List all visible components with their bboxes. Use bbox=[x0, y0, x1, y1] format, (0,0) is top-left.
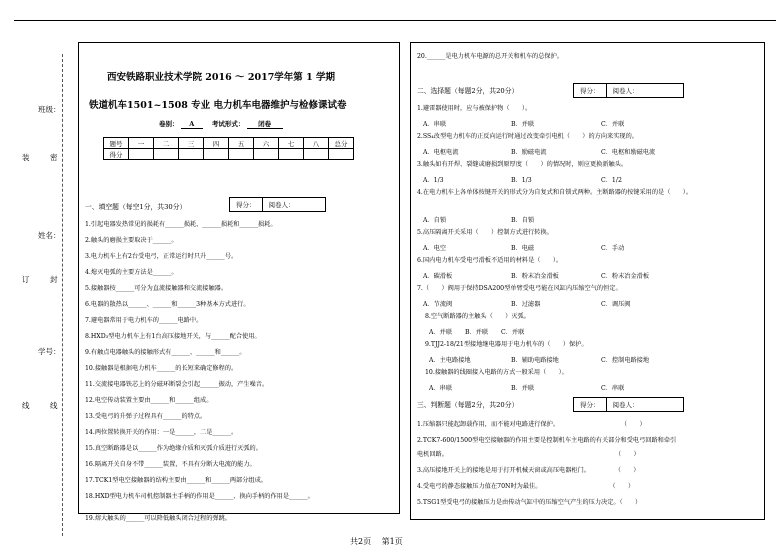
fill-item-13: 13.受电弓的升弹子过程具有______的特点。 bbox=[85, 413, 207, 420]
fill-item-4: 4.熄灭电弧的主要方法是______。 bbox=[85, 269, 178, 276]
judge-item-2-cont: 电机回路。 （ ） bbox=[417, 451, 640, 458]
fill-item-17: 17.TCK1型电空接触器的结构主要由______和______两部分组成。 bbox=[85, 477, 267, 484]
section1-score-box bbox=[229, 197, 326, 212]
score-header-cell: 七 bbox=[279, 138, 304, 149]
paper-info bbox=[159, 119, 283, 129]
score-box-grader: 阅卷人： bbox=[606, 84, 683, 97]
judge-item-5: 5.TSG1型受电弓的接触压力是由传动气缸中的压缩空气产生的压力决定。（ ） bbox=[417, 499, 642, 506]
fill-item-11: 11.交流接电器铁芯上的分磁环断裂会引起______振动，产生噪音。 bbox=[85, 381, 269, 388]
judge-item-3: 3.高压接地开关上的接地是用于打开机械天窗或高压电器柜门。 （ ） bbox=[417, 467, 640, 474]
fill-item-3: 3.电力机车上有2台受电弓，正常运行时只升______号。 bbox=[85, 253, 238, 260]
score-header-cell: 总分 bbox=[329, 138, 354, 149]
fill-item-19: 19.熔大触头的______可以降低触头闭合过程的弹跳。 bbox=[85, 515, 231, 522]
judge-item-4: 4.受电弓的静态接触压力值在70N时为最佳。 （ ） bbox=[417, 483, 635, 490]
fill-item-15: 15.真空断路器是以______作为绝缘介质和灭弧介质进行灭弧的。 bbox=[85, 445, 262, 452]
exam-value: 闭卷 bbox=[247, 119, 283, 129]
judge-item-1: 1.压缩器只能起卸载作用，而不能对电路进行保护。 （ ） bbox=[417, 421, 646, 428]
choice-q2: 2.SS₄改型电力机车的正反向运行时通过改变牵引电机（ ）的方向来实现的。 bbox=[417, 133, 638, 140]
choice-q6-opt-c: C．粉末冶金滑板 bbox=[601, 273, 650, 280]
score-cell bbox=[154, 149, 179, 160]
choice-q2-opt-b: B．励磁电流 bbox=[511, 149, 547, 156]
choice-q7-opt-a: A．节流阀 bbox=[423, 301, 453, 308]
choice-q4-opt-b: B．自锁 bbox=[511, 217, 535, 224]
score-cell bbox=[329, 149, 354, 160]
choice-q10: 10.接触器的线圈接入电路的方式一般采用（ ）。 bbox=[425, 369, 568, 376]
choice-q9-opt-c: C．控制电路接地 bbox=[601, 357, 650, 364]
choice-q1: 1.避雷器使用时，应与被保护物（ ）。 bbox=[417, 105, 532, 112]
section2-score-box bbox=[573, 83, 684, 98]
fill-item-6: 6.电器的散热以______、______和______3种基本方式进行。 bbox=[85, 301, 250, 308]
paper-label: 卷别： bbox=[159, 120, 179, 128]
score-cell bbox=[229, 149, 254, 160]
score-header-cell: 三 bbox=[179, 138, 204, 149]
score-row-label: 得分 bbox=[104, 149, 129, 160]
score-box-score: 得分： bbox=[580, 401, 600, 409]
judge-item-2: 2.TCK7-600/1500型电空接触器的作用主要是控制机车主电路的有关部分和受电弓回路和牵引 bbox=[417, 437, 677, 444]
exam-label: 考试形式： bbox=[211, 120, 245, 128]
fill-item-20: 20.______是电力机车电源的总开关和机车的总保护。 bbox=[417, 53, 563, 60]
choice-q10-opt-c: C．串联 bbox=[601, 385, 625, 392]
bind-char-3: 线 bbox=[22, 401, 30, 410]
binding-dashed-line bbox=[62, 54, 63, 536]
score-box-score: 得分： bbox=[580, 87, 600, 95]
choice-q7-opt-c: C．调压阀 bbox=[601, 301, 631, 308]
choice-q7-opt-b: B．过滤器 bbox=[511, 301, 541, 308]
choice-q4-opt-a: A．自锁 bbox=[423, 217, 447, 224]
bind-char-2: 订 bbox=[22, 275, 30, 284]
choice-q5-opt-a: A．电空 bbox=[423, 245, 447, 252]
section3-title: 三、判断题（每题2分，共20分） bbox=[417, 401, 519, 409]
score-table-header-row bbox=[104, 138, 354, 149]
seal-char-1: 密 bbox=[50, 153, 58, 162]
choice-q9-opt-b: B．辅助电路接地 bbox=[511, 357, 559, 364]
choice-q3-opt-c: C．1/2 bbox=[601, 177, 622, 184]
choice-q9: 9.TJJ2-18/21型接地继电器用于电力机车的（ ）保护。 bbox=[425, 341, 588, 348]
score-header-cell: 一 bbox=[129, 138, 154, 149]
choice-q9-opt-a: A．主电路接地 bbox=[429, 357, 471, 364]
choice-q3-opt-a: A．1/3 bbox=[423, 177, 444, 184]
choice-q8-opt-a: A．并联 bbox=[429, 329, 453, 336]
choice-q5-opt-b: B．电磁 bbox=[511, 245, 535, 252]
choice-q6: 6.国内电力机车受电弓滑板不适用的材料是（ ）。 bbox=[417, 257, 563, 264]
fill-item-12: 12.电空传动装置主要由______和______组成。 bbox=[85, 397, 213, 404]
section1-title: 一、填空题（每空1分，共30分） bbox=[85, 203, 187, 211]
header-line-1: 西安铁路职业技术学院 2016 ～ 2017学年第 1 学期 bbox=[107, 72, 336, 83]
section2-title: 二、选择题（每题2分，共20分） bbox=[417, 87, 519, 95]
choice-q8: 8.空气断路器的主触头（ ）灭弧。 bbox=[425, 313, 530, 320]
right-panel bbox=[410, 42, 765, 520]
paper-value: A bbox=[181, 120, 203, 129]
score-header-cell: 八 bbox=[304, 138, 329, 149]
score-box-grader: 阅卷人： bbox=[606, 398, 683, 411]
fill-item-9: 9.有触点电器触头的接触形式有______、______和______。 bbox=[85, 349, 246, 356]
score-box-score: 得分： bbox=[236, 201, 256, 209]
score-header-cell: 五 bbox=[229, 138, 254, 149]
fill-item-16: 16.隔离开关自身不带______装置，不具有分断大电流的能力。 bbox=[85, 461, 256, 468]
section3-score-box bbox=[573, 397, 684, 412]
score-header-cell: 六 bbox=[254, 138, 279, 149]
top-border bbox=[14, 20, 776, 21]
choice-q1-opt-c: C．并联 bbox=[601, 121, 625, 128]
choice-q5-opt-c: C．手动 bbox=[601, 245, 625, 252]
seal-char-3: 线 bbox=[50, 401, 58, 410]
fill-item-18: 18.HXD型电力机车司机控制器主手柄的作用是______、换向手柄的作用是______。 bbox=[85, 493, 314, 500]
choice-q10-opt-a: A．串联 bbox=[429, 385, 453, 392]
fill-item-8: 8.HXD₃型电力机车上有1台高压接地开关，与______配合使用。 bbox=[85, 333, 261, 340]
score-box-grader: 阅卷人： bbox=[262, 198, 325, 211]
choice-q2-opt-a: A．电枢电流 bbox=[423, 149, 459, 156]
score-table bbox=[103, 137, 354, 160]
choice-q4: 4.在电力机车上各单体按键开关的形式分为自复式和自锁式两种。主断路器的按键采用的是（ ）。 bbox=[417, 189, 693, 196]
fill-item-7: 7.避电器常用于电力机车的______电路中。 bbox=[85, 317, 203, 324]
score-cell bbox=[179, 149, 204, 160]
choice-q8-opt-c: C．并联 bbox=[501, 329, 525, 336]
fill-item-2: 2.触头的磨损主要取决于______。 bbox=[85, 237, 178, 244]
choice-q1-opt-a: A．串联 bbox=[423, 121, 447, 128]
score-cell bbox=[304, 149, 329, 160]
score-cell bbox=[279, 149, 304, 160]
bind-char-1: 装 bbox=[22, 153, 30, 162]
choice-q6-opt-b: B．粉末冶金滑板 bbox=[511, 273, 559, 280]
class-label: 班级： bbox=[38, 105, 61, 114]
seal-char-2: 封 bbox=[50, 275, 58, 284]
score-header-cell: 题号 bbox=[104, 138, 129, 149]
choice-q3-opt-b: B．1/3 bbox=[511, 177, 532, 184]
fill-item-14: 14.两位置转换开关的作用：一是______，二是______。 bbox=[85, 429, 238, 436]
fill-item-5: 5.接触器按______可分为直流接触器和交流接触器。 bbox=[85, 285, 228, 292]
score-cell bbox=[129, 149, 154, 160]
choice-q6-opt-a: A．碳滑板 bbox=[423, 273, 453, 280]
choice-q5: 5.高压隔离开关采用（ ）控制方式进行转换。 bbox=[417, 229, 553, 236]
fill-item-10: 10.接触器是根据电力机车______的长短来确定修程的。 bbox=[85, 365, 238, 372]
score-cell bbox=[204, 149, 229, 160]
choice-q10-opt-b: B．并联 bbox=[511, 385, 535, 392]
student-id-label: 学号： bbox=[38, 347, 61, 356]
choice-q1-opt-b: B．并联 bbox=[511, 121, 535, 128]
choice-q8-opt-b: B．并联 bbox=[465, 329, 489, 336]
score-cell bbox=[254, 149, 279, 160]
fill-item-1: 1.引起电器发热常见的损耗有______损耗、______损耗和______损耗。 bbox=[85, 221, 277, 228]
binding-margin bbox=[0, 20, 78, 520]
choice-q3: 3.触头如有开焊、裂缝或磨损到原厚度（ ）的情况时，则应更换新触头。 bbox=[417, 161, 628, 168]
score-header-cell: 二 bbox=[154, 138, 179, 149]
choice-q7: 7.（ ）阀用于保持DSA200型单臂受电弓能在风缸内压缩空气的恒定。 bbox=[417, 285, 622, 292]
name-label: 姓名： bbox=[38, 231, 61, 240]
choice-q2-opt-c: C．电枢和励磁电流 bbox=[601, 149, 656, 156]
score-table-score-row bbox=[104, 149, 354, 160]
page-footer: 共2页 第1页 bbox=[350, 537, 403, 546]
score-header-cell: 四 bbox=[204, 138, 229, 149]
left-panel bbox=[78, 42, 400, 522]
header-line-2: 铁道机车1501~1508 专业 电力机车电器维护与检修课试卷 bbox=[89, 100, 347, 111]
